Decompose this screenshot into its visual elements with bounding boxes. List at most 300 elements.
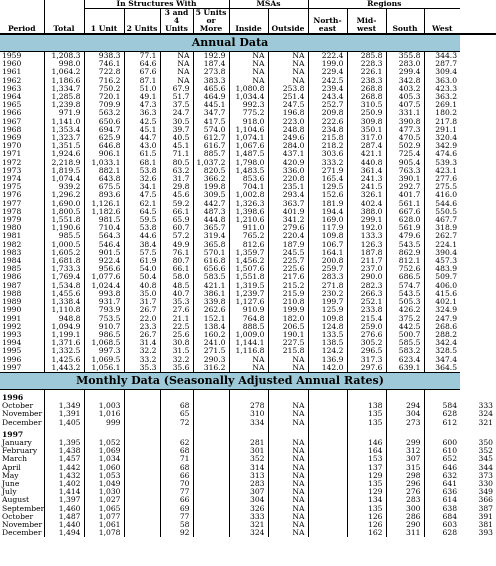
value-cell (193, 402, 229, 410)
value-cell: 300 (386, 505, 424, 513)
period-cell: 1995 (0, 347, 44, 355)
value-cell (308, 419, 347, 427)
value-cell: 32.2 (160, 356, 193, 364)
value-cell: 48.5 (160, 282, 193, 290)
value-cell: 23.3 (124, 323, 160, 331)
value-cell: 235.1 (268, 183, 308, 191)
period-cell: April (0, 464, 44, 472)
value-cell: 187.9 (268, 241, 308, 249)
value-cell: 49.9 (160, 241, 193, 249)
value-cell: NA (268, 77, 308, 85)
value-cell: 710.4 (84, 224, 124, 232)
empty-cell (193, 427, 229, 439)
value-cell: 1,060 (84, 464, 124, 472)
col-outside: Outside (268, 9, 308, 35)
value-cell: 1,127.6 (229, 298, 268, 306)
value-cell: 249.6 (268, 134, 308, 142)
value-cell: 138.5 (308, 339, 347, 347)
value-cell (308, 464, 347, 472)
period-cell: 1959 (0, 52, 44, 61)
value-cell: 247.9 (435, 313, 458, 323)
value-cell: 58 (160, 521, 193, 529)
empty-cell (308, 427, 347, 439)
value-cell (124, 505, 160, 513)
value-cell: 39.7 (160, 126, 193, 134)
value-cell: NA (268, 419, 308, 427)
value-cell: 237.0 (347, 265, 386, 273)
value-cell: 437.1 (268, 150, 308, 158)
value-cell: 752.6 (386, 265, 424, 273)
period-cell: 1985 (0, 265, 44, 273)
value-cell: 971.9 (44, 109, 84, 117)
value-cell: 421.1 (193, 282, 229, 290)
value-cell: 539.3 (435, 157, 458, 167)
value-cell: 126.3 (347, 241, 386, 249)
period-cell: 1981 (0, 232, 44, 240)
msas-header: MSAs (229, 0, 308, 9)
value-cell: 722.8 (84, 68, 124, 76)
value-cell: 1,455.6 (44, 290, 84, 298)
value-cell: 344.3 (435, 51, 458, 60)
value-cell: 22.5 (160, 323, 193, 331)
value-cell: 57.5 (124, 249, 160, 257)
period-cell: 1990 (0, 306, 44, 314)
value-cell: 324.9 (435, 305, 458, 315)
value-cell: 363.0 (435, 75, 458, 85)
value-cell: 32.6 (124, 175, 160, 183)
value-cell: 217.6 (268, 273, 308, 281)
value-cell: 344 (478, 462, 493, 472)
value-cell: 299.4 (386, 68, 424, 76)
value-cell: 628 (442, 409, 458, 419)
value-cell: 66 (160, 472, 193, 480)
value-cell: 247.5 (268, 101, 308, 109)
value-cell (193, 419, 229, 427)
value-cell: 298 (386, 472, 424, 480)
value-cell: 342.8 (386, 77, 424, 85)
value-cell: 612 (442, 417, 458, 427)
value-cell: 420.9 (268, 159, 308, 167)
period-cell: 1979 (0, 216, 44, 224)
value-cell: 67.6 (124, 68, 160, 76)
value-cell: 716.2 (84, 77, 124, 85)
value-cell: 233.8 (347, 306, 386, 314)
value-cell: 276 (386, 488, 424, 496)
value-cell: 222.6 (308, 118, 347, 126)
value-cell: 124.8 (308, 323, 347, 331)
value-cell: 1,681.8 (44, 257, 84, 265)
value-cell: 303.6 (308, 150, 347, 158)
value-cell: NA (268, 68, 308, 76)
value-cell: 543.5 (386, 241, 424, 249)
value-cell: 509.7 (435, 272, 458, 282)
value-cell: 228.3 (347, 60, 386, 68)
value-cell: 390.8 (386, 118, 424, 126)
value-cell: 31.4 (124, 339, 160, 347)
value-cell: 307 (229, 488, 268, 496)
value-cell: 22.0 (124, 315, 160, 323)
value-cell: 125.9 (308, 306, 347, 314)
value-cell: 162 (347, 529, 386, 537)
value-cell: 51.7 (160, 93, 193, 101)
value-cell: 423.3 (435, 83, 458, 93)
value-cell: 245.5 (268, 249, 308, 257)
value-cell: 423.1 (435, 165, 458, 175)
value-cell: 1,296.2 (44, 191, 84, 199)
value-cell: NA (229, 60, 268, 68)
value-cell: 310.5 (347, 101, 386, 109)
value-cell: 29.8 (160, 183, 193, 191)
value-cell: 226.1 (347, 68, 386, 76)
value-cell: 250.9 (347, 109, 386, 117)
table-row (0, 364, 496, 373)
value-cell: 31.7 (160, 175, 193, 183)
value-cell: 465.6 (193, 85, 229, 93)
value-cell: NA (229, 364, 268, 373)
value-cell (193, 513, 229, 521)
value-cell: 1,002.8 (229, 191, 268, 199)
value-cell: 1,126.1 (84, 200, 124, 208)
value-cell: 442.5 (386, 323, 424, 331)
value-cell: 284.0 (268, 142, 308, 150)
value-cell: 324 (478, 409, 493, 419)
col-northeast: North-east (308, 9, 347, 35)
value-cell: 1,507.6 (229, 265, 268, 273)
value-cell: 42.5 (124, 118, 160, 126)
table-row (0, 529, 496, 537)
value-cell: 1,190.6 (44, 224, 84, 232)
period-cell: 1963 (0, 85, 44, 93)
value-cell: 483.9 (435, 264, 458, 274)
value-cell: 283 (386, 496, 424, 504)
value-cell: 164 (347, 447, 386, 455)
period-cell: 1996 (0, 356, 44, 364)
value-cell: 956.6 (84, 265, 124, 273)
value-cell: 268.8 (347, 93, 386, 101)
value-cell (124, 521, 160, 529)
value-cell: 124.2 (308, 347, 347, 355)
value-cell: NA (268, 513, 308, 521)
value-cell: 321 (478, 417, 493, 427)
value-cell: 67.9 (160, 85, 193, 93)
value-cell: 563.2 (84, 109, 124, 117)
value-cell: 364.5 (435, 362, 458, 372)
value-cell (193, 505, 229, 513)
value-cell (308, 455, 347, 463)
value-cell: 675.5 (84, 183, 124, 191)
value-cell: 363.7 (268, 200, 308, 208)
value-cell: 544.6 (435, 198, 458, 208)
value-cell: 1,353.4 (44, 126, 84, 134)
value-cell: 47.5 (124, 191, 160, 199)
value-cell: 252.1 (347, 298, 386, 306)
value-cell: 296.5 (347, 347, 386, 355)
value-cell: 901.5 (84, 249, 124, 257)
value-cell: 1,034 (84, 455, 124, 463)
value-cell (308, 513, 347, 521)
value-cell: 638 (442, 503, 458, 513)
value-cell: 65 (160, 410, 193, 418)
value-cell: 242.5 (308, 77, 347, 85)
value-cell: 1,438 (44, 447, 84, 455)
value-cell: 1,551.8 (229, 273, 268, 281)
period-cell: 1997 (0, 364, 44, 373)
value-cell: 45.6 (160, 191, 193, 199)
value-cell: 318.9 (435, 223, 458, 233)
value-cell: 888.5 (229, 323, 268, 331)
value-cell: 304 (229, 496, 268, 504)
value-cell: 402.1 (435, 297, 458, 307)
period-cell: December (0, 419, 44, 427)
value-cell (308, 480, 347, 488)
value-cell: 444.8 (193, 216, 229, 224)
value-cell (193, 472, 229, 480)
value-cell: 287.7 (435, 59, 458, 69)
value-cell (193, 521, 229, 529)
value-cell: 262.6 (193, 306, 229, 314)
value-cell (124, 419, 160, 427)
value-cell: 268.8 (347, 85, 386, 93)
value-cell: 133.3 (347, 232, 386, 240)
value-cell: 479.6 (386, 232, 424, 240)
value-cell: 126 (347, 521, 386, 529)
period-cell: February (0, 447, 44, 455)
value-cell (124, 447, 160, 455)
value-cell: 339.8 (193, 298, 229, 306)
value-cell: 415.6 (435, 288, 458, 298)
value-cell: 365.8 (193, 241, 229, 249)
value-cell: 350.1 (347, 126, 386, 134)
value-cell: 281 (229, 439, 268, 447)
value-cell: 1,003 (84, 402, 124, 410)
value-cell: 1,027 (84, 496, 124, 504)
value-cell: 92 (160, 529, 193, 537)
period-cell: 1988 (0, 290, 44, 298)
value-cell: 1,456.2 (229, 257, 268, 265)
value-cell: 40.8 (124, 282, 160, 290)
value-cell: 1,210.6 (229, 216, 268, 224)
value-cell: 241.5 (347, 183, 386, 191)
empty-cell (124, 427, 160, 439)
value-cell: 918.0 (229, 118, 268, 126)
period-cell: 1987 (0, 282, 44, 290)
value-cell: 922.4 (84, 257, 124, 265)
value-cell: 26.7 (124, 306, 160, 314)
value-cell: NA (268, 356, 308, 364)
empty-cell (124, 389, 160, 402)
value-cell: 1,334.7 (44, 85, 84, 93)
value-cell: 51.0 (124, 85, 160, 93)
value-cell: 117.9 (308, 224, 347, 232)
value-cell: 393 (478, 528, 493, 538)
value-cell: 561.1 (386, 200, 424, 208)
value-cell: 181.9 (308, 200, 347, 208)
value-cell: 440.8 (347, 159, 386, 167)
monthly-data-section (0, 372, 496, 389)
value-cell: 40.7 (160, 290, 193, 298)
value-cell: 153 (347, 455, 386, 463)
period-cell: June (0, 480, 44, 488)
value-cell: 1,319.5 (229, 282, 268, 290)
value-cell: 406.0 (435, 280, 458, 290)
value-cell: 314 (229, 464, 268, 472)
value-cell: 38.4 (124, 241, 160, 249)
value-cell: 53.8 (124, 167, 160, 175)
value-cell: 457.3 (435, 256, 458, 266)
value-cell: 71.1 (160, 150, 193, 158)
value-cell: 1,924.6 (44, 150, 84, 158)
value-cell: 684 (442, 511, 458, 521)
value-cell: 1,551.8 (44, 216, 84, 224)
period-cell: 1964 (0, 93, 44, 101)
value-cell: 1,359.7 (229, 249, 268, 257)
value-cell: 192.0 (347, 224, 386, 232)
value-cell: 992.3 (229, 101, 268, 109)
value-cell: 564.3 (84, 232, 124, 240)
value-cell: 285.8 (347, 52, 386, 61)
period-cell: 1975 (0, 183, 44, 191)
value-cell: 1,053 (84, 472, 124, 480)
empty-cell (308, 389, 347, 402)
value-cell: 1,414 (44, 488, 84, 496)
value-cell: 268.6 (435, 321, 458, 331)
value-cell: 470.5 (386, 134, 424, 142)
period-cell: 1984 (0, 257, 44, 265)
value-cell: 1,208.3 (44, 52, 84, 61)
value-cell: 251.4 (268, 93, 308, 101)
value-cell: 643.8 (84, 175, 124, 183)
value-cell: 1,064.2 (44, 68, 84, 76)
period-cell: August (0, 496, 44, 504)
value-cell (193, 496, 229, 504)
value-cell: 133.5 (308, 331, 347, 339)
value-cell: 366 (478, 495, 493, 505)
value-cell: 206.5 (268, 323, 308, 331)
value-cell: 574.7 (386, 282, 424, 290)
value-cell: NA (268, 496, 308, 504)
value-cell: 333.2 (308, 159, 347, 167)
value-cell: 1,141.0 (44, 118, 84, 126)
value-cell: 238.3 (347, 77, 386, 85)
value-cell: 350 (478, 437, 493, 447)
value-cell: 1,182.6 (84, 208, 124, 216)
period-cell: 1992 (0, 323, 44, 331)
value-cell: 1,080.8 (229, 85, 268, 93)
value-cell: 253.8 (268, 85, 308, 93)
value-cell: 417.5 (193, 118, 229, 126)
period-cell: 1966 (0, 109, 44, 117)
value-cell: 68 (160, 447, 193, 455)
value-cell: 273 (386, 419, 424, 427)
period-cell: 1978 (0, 208, 44, 216)
period-cell: September (2, 503, 45, 513)
value-cell: 215.9 (268, 290, 308, 298)
value-cell (124, 513, 160, 521)
value-cell: 310 (229, 410, 268, 418)
value-cell: 196.8 (268, 109, 308, 117)
value-cell: NA (160, 77, 193, 85)
period-cell: October (0, 402, 44, 410)
value-cell: 1,457 (44, 455, 84, 463)
period-cell: 1972 (0, 159, 44, 167)
period-cell: 1976 (0, 191, 44, 199)
value-cell: 152.6 (308, 191, 347, 199)
value-cell: 215.8 (308, 134, 347, 142)
period-cell: 1983 (0, 249, 44, 257)
value-cell: 138.4 (193, 323, 229, 331)
value-cell: 287.4 (347, 142, 386, 150)
value-cell: 625.9 (84, 134, 124, 142)
value-cell: 200.8 (308, 257, 347, 265)
value-cell (124, 472, 160, 480)
value-cell: 550.5 (435, 206, 458, 216)
value-cell: 169.0 (308, 216, 347, 224)
value-cell: 328.5 (435, 346, 458, 356)
value-cell: 1,016 (84, 410, 124, 418)
value-cell: 225.7 (268, 257, 308, 265)
value-cell: 342.9 (435, 141, 458, 151)
value-cell: 641 (442, 478, 458, 488)
value-cell: 24.7 (160, 109, 193, 117)
period-cell: 1970 (0, 142, 44, 150)
period-cell: 1989 (0, 298, 44, 306)
value-cell: 997.3 (84, 347, 124, 355)
period-cell: 1980 (0, 224, 44, 232)
value-cell: 321 (229, 521, 268, 529)
value-cell: 1,798.0 (229, 159, 268, 167)
value-cell: 80.5 (160, 159, 193, 167)
value-cell: NA (268, 364, 308, 373)
period-cell: October (0, 513, 44, 521)
value-cell: 345 (478, 454, 493, 464)
value-cell: NA (268, 521, 308, 529)
value-cell: 1,069 (84, 447, 124, 455)
value-cell: 1,733.3 (44, 265, 84, 273)
value-cell: 135 (347, 410, 386, 418)
value-cell: 373 (478, 470, 493, 480)
value-cell: 426.2 (386, 306, 424, 314)
value-cell: 317.0 (347, 134, 386, 142)
value-cell: 262.7 (435, 231, 458, 241)
value-cell: 652 (442, 454, 458, 464)
value-cell: 885.7 (193, 150, 229, 158)
value-cell (308, 488, 347, 496)
value-cell: 812.1 (386, 257, 424, 265)
value-cell (193, 439, 229, 447)
value-cell: 349 (478, 487, 493, 497)
value-cell: 1,487 (44, 513, 84, 521)
empty-cell (193, 389, 229, 402)
value-cell: 442.7 (193, 200, 229, 208)
value-cell: 31.5 (160, 347, 193, 355)
value-cell: 1,605.2 (44, 249, 84, 257)
value-cell: 66.1 (160, 265, 193, 273)
value-cell: 391 (478, 511, 493, 521)
value-cell: 45.1 (160, 142, 193, 150)
value-cell: 68 (160, 402, 193, 410)
value-cell: 109.8 (308, 232, 347, 240)
period-cell: 1994 (0, 339, 44, 347)
regions-header: Regions (308, 0, 460, 9)
value-cell: 628 (442, 528, 458, 538)
value-cell: 70 (160, 480, 193, 488)
value-cell: NA (268, 529, 308, 537)
value-cell: 71 (160, 455, 193, 463)
value-cell: 259.7 (308, 265, 347, 273)
value-cell: 290.3 (193, 356, 229, 364)
value-cell: 320.4 (435, 133, 458, 143)
value-cell: 187.4 (193, 60, 229, 68)
